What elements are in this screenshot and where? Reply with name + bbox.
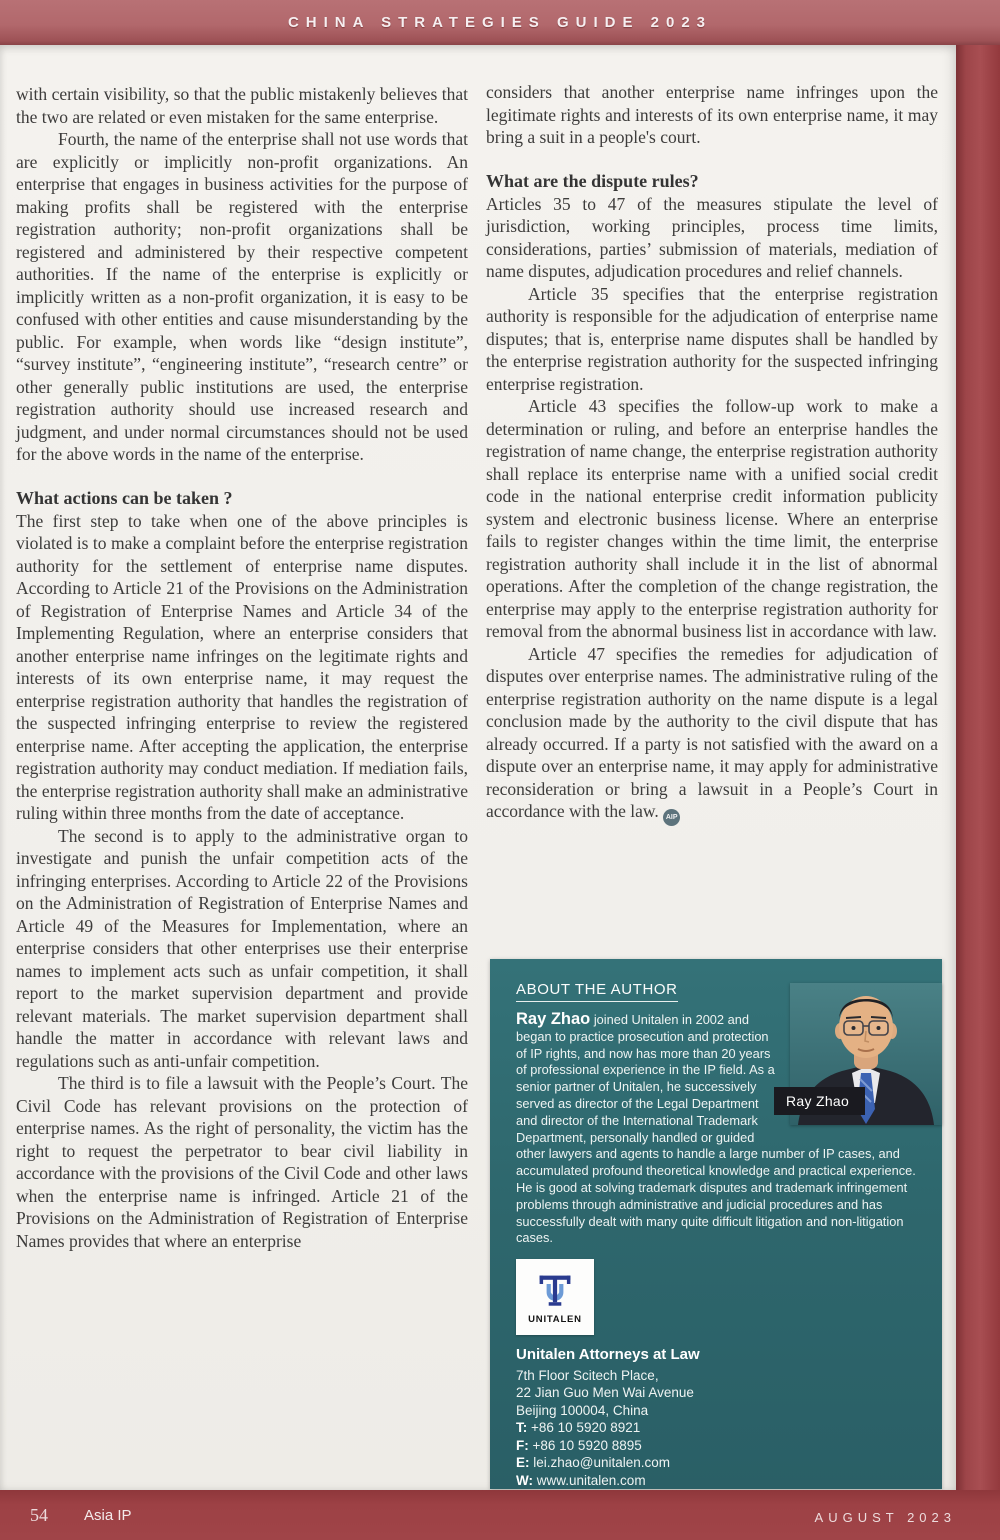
address-line: 7th Floor Scitech Place,: [516, 1367, 659, 1383]
footer-left-group: [0, 1490, 132, 1540]
fax-line: [516, 1437, 942, 1455]
body-paragraph: The third is to file a lawsuit with the People’s Court. The Civil Code has relevant provisions on the protection of enterprise names. As the right of personality, the victim has the right to request the perpetrator to bear civil liability in accordance with the provisions of the Civil Code and other laws when the enterprise name is infringed. Article 21 of the Provisions on the Administration of Registration of Enterprise Names provides that where an enterprise: [16, 1073, 468, 1251]
right-margin-band: [956, 45, 1000, 1490]
unitalen-monogram-icon: [534, 1270, 576, 1312]
page-body: [0, 45, 956, 1490]
body-paragraph: with certain visibility, so that the public mistakenly believes that the two are related or even mistaken for the same enterprise.: [16, 84, 468, 127]
phone-value: +86 10 5920 8921: [531, 1420, 641, 1436]
page-title: CHINA STRATEGIES GUIDE 2023: [287, 14, 713, 31]
magazine-name: Asia IP: [84, 1506, 132, 1524]
body-paragraph: [486, 643, 938, 827]
body-paragraph: Articles 35 to 47 of the measures stipulate the level of jurisdiction, working principles, process time limits, considerations, parties’ submission of materials, mediation of name disputes, adjudication procedures and relief channels.: [486, 193, 938, 281]
body-paragraph: The first step to take when one of the above principles is violated is to make a complaint before the enterprise registration authority for the settlement of enterprise name disputes. According to Article 21 of the Provisions on the Administration of Registration of Enterprise Names and Article 34 of the Implementing Regulation, where an enterprise considers that another enterprise name infringes on the legitimate rights and interests of its own enterprise name, it may request the enterprise registration authority that handles the registration of the suspected infringing enterprise to review the registered enterprise name. After accepting the application, the enterprise registration authority may conduct mediation. If mediation fails, the enterprise registration authority shall make an administrative ruling within three months from the date of acceptance.: [16, 510, 468, 823]
section-heading-actions: What actions can be taken ?: [16, 487, 233, 508]
phone-label: T:: [516, 1420, 528, 1436]
author-bio-text: joined Unitalen in 2002 and began to practice prosecution and protection of IP rights, and now has more than 20 years of professional experience in the IP field. As a senior partner of Unitalen, he successively served as director of the Legal Department and director of the International Trademark Department, personally handled or guided other lawyers and agents to handle a large number of IP cases, and accumulated profound theoretical knowledge and practical experience. He is good at solving trademark disputes and trademark infringement problems through administrative and judicial procedures and has successfully dealt with many quite difficult litigation and non-litigation cases.: [516, 1012, 916, 1246]
email-label: E:: [516, 1455, 530, 1471]
right-column: [486, 81, 938, 826]
address-line: Beijing 100004, China: [516, 1402, 649, 1418]
asia-ip-end-badge-icon: AIP: [663, 809, 680, 826]
email-value: lei.zhao@unitalen.com: [533, 1455, 671, 1471]
about-the-author-box: [490, 959, 942, 1489]
website-line: [516, 1472, 942, 1490]
firm-name: Unitalen Attorneys at Law: [516, 1346, 700, 1364]
email-line: [516, 1454, 942, 1472]
website-label: W:: [516, 1472, 533, 1488]
photo-caption: Ray Zhao: [774, 1087, 865, 1115]
page-number: 54: [30, 1504, 48, 1525]
about-the-author-label: ABOUT THE AUTHOR: [516, 981, 678, 1002]
firm-contact-block: [516, 1346, 942, 1489]
unitalen-logo: [516, 1259, 594, 1335]
issue-date: AUGUST 2023: [814, 1510, 956, 1525]
paragraph-text: Article 47 specifies the remedies for adjudication of disputes over enterprise names. The administrative ruling of the enterprise registration authority on the name dispute is a legal conclusion made by the authority to the civil dispute that has already occurred. If a party is not satisfied with the award on a dispute over an enterprise name, it may apply for administrative reconsideration or bring a lawsuit in a People’s Court in accordance with the law.: [486, 643, 938, 821]
author-photo: [786, 983, 942, 1125]
body-paragraph: Article 35 specifies that the enterprise registration authority is responsible for the adjudication of enterprise name disputes; that is, enterprise name disputes shall be handled by the enterprise registration authority for the suspected infringing enterprise registration.: [486, 283, 938, 394]
header-band: [0, 0, 1000, 45]
body-paragraph: Article 43 specifies the follow-up work to make a determination or ruling, and before an enterprise handles the registration of name change, the enterprise registration authority shall replace its enterprise name with a unified social credit code in the national enterprise credit information publicity system and electronic business license. Where an enterprise fails to register changes within the time limit, the enterprise registration authority shall include it in the list of abnormal operations. After the completion of the change registration, the enterprise may apply to the enterprise registration authority for removal from the abnormal business list in accordance with law.: [486, 396, 938, 641]
address-line: 22 Jian Guo Men Wai Avenue: [516, 1385, 694, 1401]
unitalen-logo-text: UNITALEN: [528, 1313, 582, 1325]
body-paragraph: Fourth, the name of the enterprise shall not use words that are explicitly or implicitly non-profit organizations. An enterprise that engages in business activities for the purpose of making profits shall be registered with the enterprise registration authority; non-profit organizations shall be registered and administered by their respective competent authorities. If the name of the enterprise is explicitly or implicitly written as a non-profit organization, it is easy to be confused with other entities and cause misunderstanding by the public. For example, when words like “design institute”, “survey institute”, “engineering institute”, “research centre” or other generally public institutions are used, the enterprise registration authority should use increased research and judgment, and under normal circumstances should not be used for the above words in the name of the enterprise.: [16, 129, 468, 464]
phone-line: [516, 1419, 942, 1437]
author-name: Ray Zhao: [516, 1010, 591, 1028]
section-heading-dispute-rules: What are the dispute rules?: [486, 170, 699, 191]
footer-band: [0, 1490, 1000, 1540]
body-paragraph: The second is to apply to the administrative organ to investigate and punish the unfair competition acts of the infringing enterprises. According to Article 22 of the Provisions on the Administration of Registration of Enterprise Names and Article 49 of the Measures for Implementation, where an enterprise considers that other enterprises use their enterprise names to implement acts such as unfair competition, it shall report to the market supervision department and provide relevant materials. The market supervision department shall handle the matter in accordance with relevant laws and regulations such as anti-unfair competition.: [16, 825, 468, 1071]
fax-label: F:: [516, 1437, 529, 1453]
website-value: www.unitalen.com: [536, 1472, 646, 1488]
body-paragraph: considers that another enterprise name infringes upon the legitimate rights and interests of its own enterprise name, it may bring a suit in a people's court.: [486, 82, 938, 147]
fax-value: +86 10 5920 8895: [532, 1437, 642, 1453]
left-column: [16, 83, 468, 1252]
